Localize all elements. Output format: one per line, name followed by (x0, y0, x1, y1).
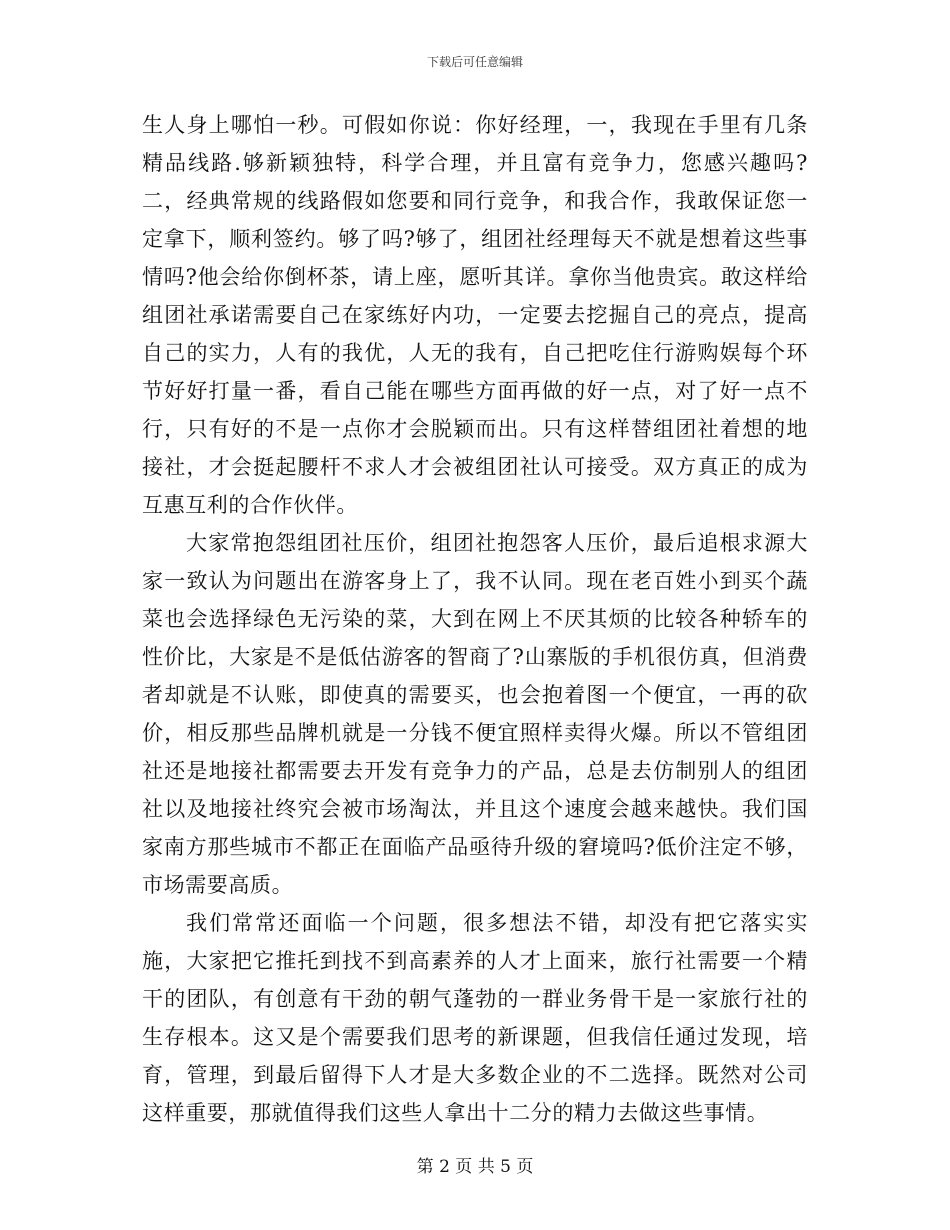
page-number: 第 2 页 共 5 页 (416, 1157, 534, 1177)
document-body (142, 106, 808, 1132)
page-header: 下载后可任意编辑 (426, 55, 523, 69)
paragraph-1: 生人身上哪怕一秒。可假如你说：你好经理，一，我现在手里有几条精品线路.够新颖独特，科学合理，并且富有竞争力，您感兴趣吗?二，经典常规的线路假如您要和同行竞争，和我合作，我敢保证您一定拿下，顺利签约。够了吗?够了，组团社经理每天不就是想着这些事情吗?他会给你倒杯茶，请上座，愿听其详。拿你当他贵宾。敢这样给组团社承诺需要自己在家练好内功，一定要去挖掘自己的亮点，提高自己的实力，人有的我优，人无的我有，自己把吃住行游购娱每个环节好好打量一番，看自己能在哪些方面再做的好一点，对了好一点不行，只有好的不是一点你才会脱颖而出。只有这样替组团社着想的地接社，才会挺起腰杆不求人才会被组团社认可接受。双方真正的成为互惠互利的合作伙伴。 (142, 113, 808, 517)
paragraph-3: 我们常常还面临一个问题，很多想法不错，却没有把它落实实施，大家把它推托到找不到高素养的人才上面来，旅行社需要一个精干的团队，有创意有干劲的朝气蓬勃的一群业务骨干是一家旅行社的生存根本。这又是个需要我们思考的新课题，但我信任通过发现，培育，管理，到最后留得下人才是大多数企业的不二选择。既然对公司这样重要，那就值得我们这些人拿出十二分的精力去做这些事情。 (142, 911, 808, 1125)
paragraph-2: 大家常抱怨组团社压价，组团社抱怨客人压价，最后追根求源大家一致认为问题出在游客身上了，我不认同。现在老百姓小到买个蔬菜也会选择绿色无污染的菜，大到在网上不厌其烦的比较各种轿车的性价比，大家是不是低估游客的智商了?山寨版的手机很仿真，但消费者却就是不认账，即使真的需要买，也会抱着图一个便宜，一再的砍价，相反那些品牌机就是一分钱不便宜照样卖得火爆。所以不管组团社还是地接社都需要去开发有竞争力的产品，总是去仿制别人的组团社以及地接社终究会被市场淘汰，并且这个速度会越来越快。我们国家南方那些城市不都正在面临产品亟待升级的窘境吗?低价注定不够，市场需要高质。 (142, 531, 808, 897)
